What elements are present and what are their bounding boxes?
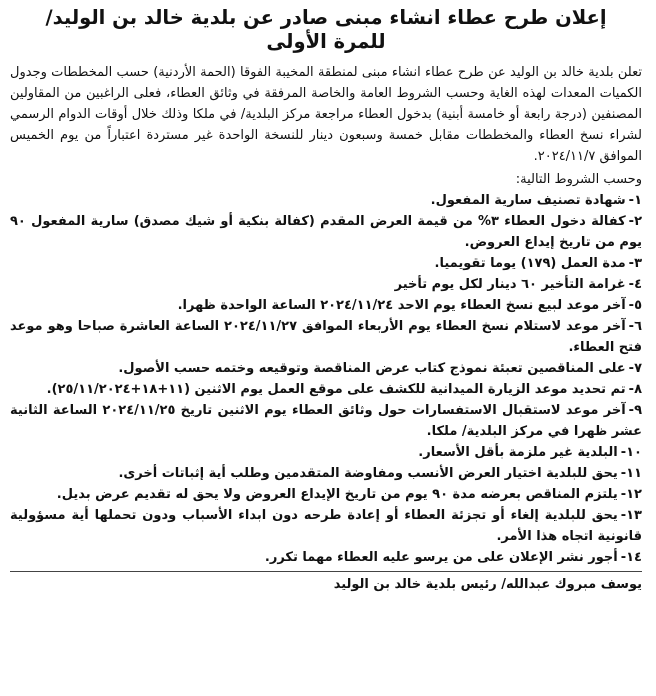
condition-text: أجور نشر الإعلان على من يرسو عليه العطاء مهما تكرر. (264, 550, 618, 565)
condition-item (10, 505, 642, 547)
condition-text: يحق للبلدية إلغاء أو تجزئة العطاء أو إعادة طرحه دون ابداء الأسباب ودون تحملها أية مسؤولية قانونية اتجاه هذا الأمر. (10, 508, 642, 544)
condition-item (10, 211, 642, 253)
condition-item (10, 253, 642, 274)
condition-number: ١٤- (620, 550, 642, 565)
condition-item (10, 274, 642, 295)
condition-item (10, 547, 642, 568)
condition-number: ٨- (628, 382, 642, 397)
condition-text: يلتزم المناقص بعرضه مدة ٩٠ يوم من تاريخ الإيداع العروض ولا يحق له تقديم عرض بديل. (56, 487, 618, 502)
condition-number: ٧- (628, 361, 642, 376)
condition-number: ١٠- (620, 445, 642, 460)
condition-number: ٤- (628, 277, 642, 292)
condition-number: ٩- (628, 403, 642, 418)
announcement-body (10, 62, 642, 595)
condition-item (10, 400, 642, 442)
condition-text: آخر موعد لبيع نسخ العطاء يوم الاحد ٢٠٢٤/١١/٢٤ الساعة الواحدة ظهرا. (177, 298, 626, 313)
condition-item (10, 442, 642, 463)
title-line-2: للمرة الأولى (266, 30, 386, 53)
condition-item (10, 484, 642, 505)
intro-paragraph: تعلن بلدية خالد بن الوليد عن طرح عطاء انشاء مبنى لمنطقة المخيبة الفوقا (الحمة الأردنية) حسب المخططات وجدول الكميات المعدات لهذه الغاية وحسب الشروط العامة والخاصة المرفقة في وثائق العطاء، فعلى الراغبين من المقاولين المصنفين (درجة رابعة أو خامسة أبنية) بدخول العطاء مراجعة مركز البلدية/ في ملكا وذلك خلال أوقات الدوام الرسمي لشراء نسخ العطاء والمخططات مقابل خمسة وسبعون دينار للنسخة الواحدة غير مستردة اعتباراً من يوم الخميس الموافق ٢٠٢٤/١١/٧. (10, 65, 642, 164)
condition-text: آخر موعد لاستقبال الاستفسارات حول وثائق العطاء يوم الاثنين تاريخ ٢٠٢٤/١١/٢٥ الساعة الثانية عشر ظهرا في مركز البلدية/ ملكا. (10, 403, 642, 439)
condition-item (10, 379, 642, 400)
condition-item (10, 316, 642, 358)
title-line-1: إعلان طرح عطاء انشاء مبنى صادر عن بلدية خالد بن الوليد/ (45, 6, 607, 29)
page-title (10, 6, 642, 54)
signature-divider (10, 571, 642, 572)
condition-item (10, 358, 642, 379)
condition-text: مدة العمل (١٧٩) يوما تقويميا. (434, 256, 626, 271)
conditions-heading: وحسب الشروط التالية: (515, 172, 642, 187)
condition-item (10, 190, 642, 211)
condition-number: ٥- (628, 298, 642, 313)
condition-number: ٦- (628, 319, 642, 334)
condition-number: ١٢- (620, 487, 642, 502)
condition-text: البلدية غير ملزمة بأقل الأسعار. (418, 445, 618, 460)
condition-number: ٣- (628, 256, 642, 271)
condition-text: كفالة دخول العطاء ٣% من قيمة العرض المقدم (كفالة بنكية أو شيك مصدق) سارية المفعول ٩٠ يوم من تاريخ إيداع العروض. (10, 214, 642, 250)
condition-item (10, 295, 642, 316)
condition-text: غرامة التأخير ٦٠ دينار لكل يوم تأخير (394, 277, 626, 292)
condition-text: يحق للبلدية اختيار العرض الأنسب ومفاوضة المتقدمين وطلب أية إثباتات أخرى. (118, 466, 618, 481)
condition-text: تم تحديد موعد الزيارة الميدانية للكشف على موقع العمل يوم الاثنين (١١+١٨+٢٥/١١/٢٠٢٤). (46, 382, 626, 397)
condition-text: آخر موعد لاستلام نسخ العطاء يوم الأربعاء الموافق ٢٠٢٤/١١/٢٧ الساعة العاشرة صباحا وهو موعد فتح العطاء. (10, 319, 642, 355)
condition-text: على المناقصين تعبئة نموذج كتاب عرض المناقصة وتوقيعه وختمه حسب الأصول. (118, 361, 626, 376)
condition-number: ١٣- (620, 508, 642, 523)
condition-number: ١- (628, 193, 642, 208)
condition-number: ٢- (628, 214, 642, 229)
condition-number: ١١- (620, 466, 642, 481)
signature: يوسف مبروك عبدالله/ رئيس بلدية خالد بن الوليد (333, 577, 642, 592)
conditions-list (10, 190, 642, 568)
condition-item (10, 463, 642, 484)
condition-text: شهادة تصنيف سارية المفعول. (430, 193, 626, 208)
